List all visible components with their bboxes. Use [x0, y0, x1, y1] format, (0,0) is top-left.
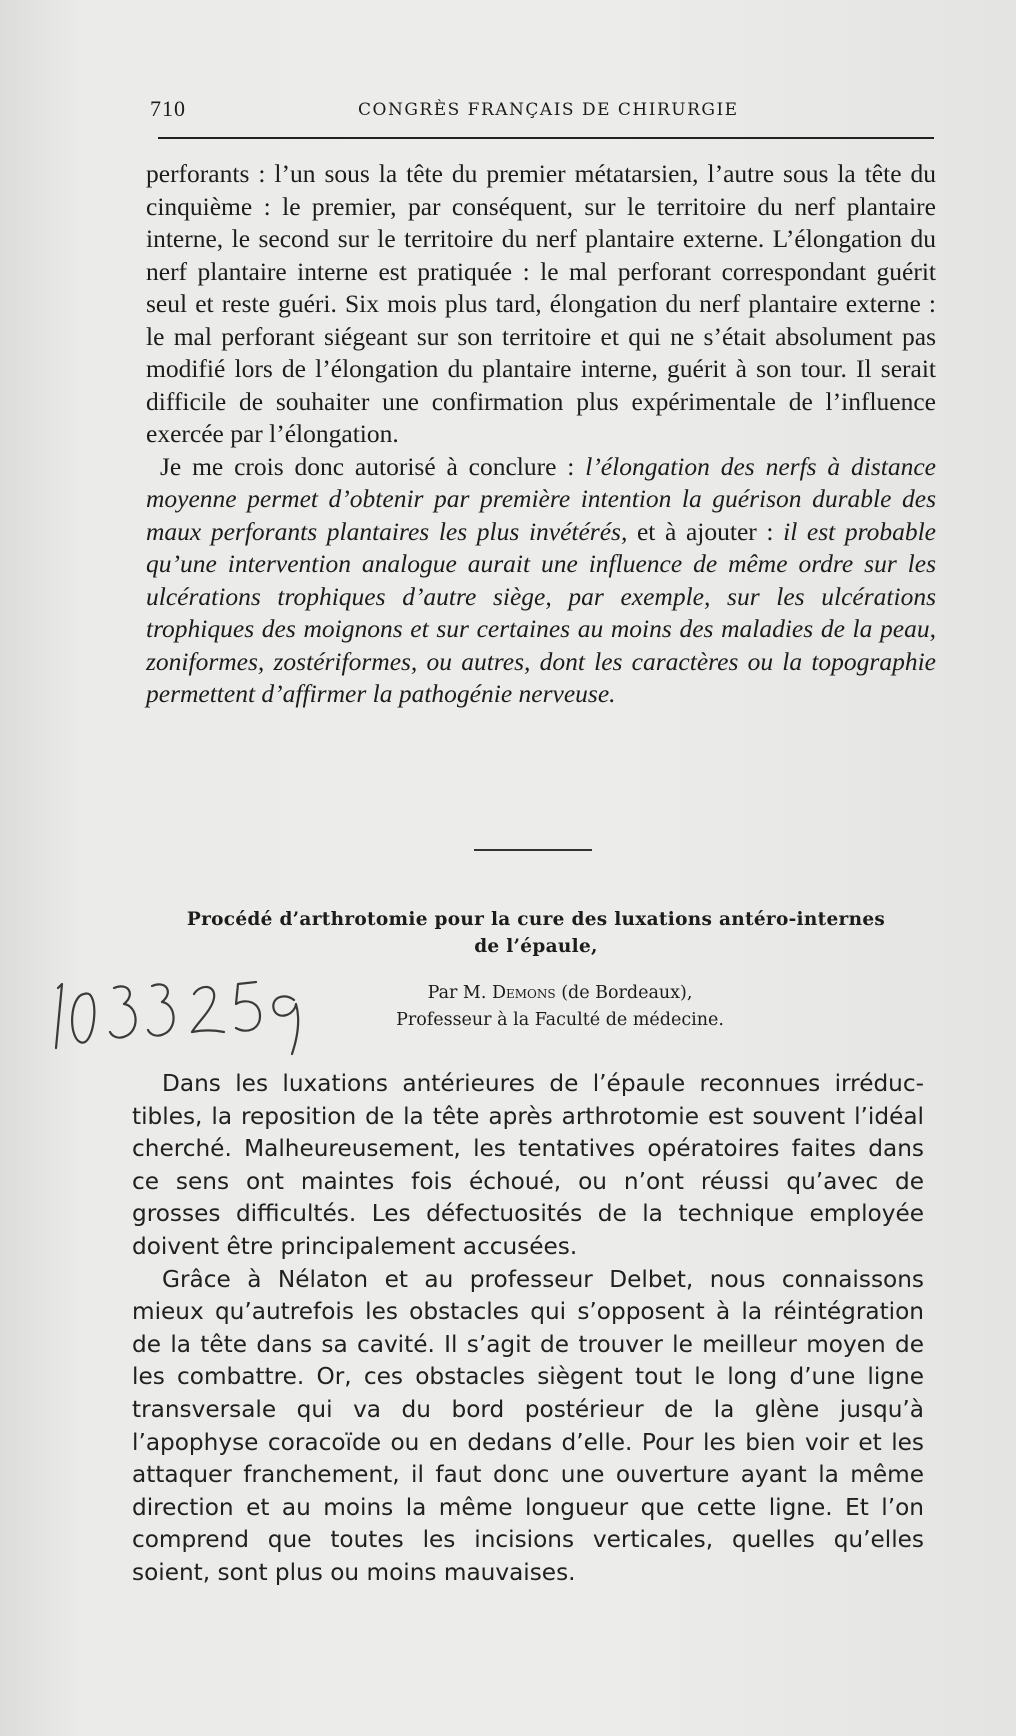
author-title: Professeur à la Faculté de médecine. — [396, 1010, 724, 1030]
running-head: CONGRÈS FRANÇAIS DE CHIRURGIE — [358, 100, 739, 120]
top-text-block — [146, 158, 936, 711]
section-title-line-2: de l’épaule, — [474, 936, 598, 957]
byline — [300, 980, 820, 1034]
author-name: Demons — [491, 983, 556, 1003]
paragraph: Dans les luxations antérieures de l’épaule reconnues irréductibles, la reposition de la tête après arthrotomie est souvent l’idéal cherché. Malheureusement, les tentatives opératoires faites dans ce sens ont maintes fois échoué, ou n’ont réussi qu’avec de grosses difficultés. Les défectuosités de la technique employée doivent être principalement accusées. — [132, 1070, 924, 1260]
section-separator — [474, 849, 592, 851]
conclusion-italic-1: l’élongation des nerfs à distance moyenne permet d’obtenir par première intention la guérison durable des maux perforants plantaires les plus invétérés, — [146, 451, 936, 546]
page-number: 710 — [150, 96, 186, 121]
handwritten-catalog-number — [48, 960, 318, 1060]
conclusion-mid: et à ajouter : — [627, 516, 784, 546]
header-rule — [158, 137, 934, 139]
author-line: Par M. Demons (de Bordeaux), — [427, 983, 693, 1003]
conclusion-paragraph — [146, 451, 936, 711]
conclusion-lead: Je me crois donc autorisé à conclure : — [160, 451, 586, 481]
conclusion-italic-2: il est probable qu’une intervention analogue aurait une influence de même ordre sur les ulcérations trophiques d’autre siège, par exemple, sur les ulcérations trophiques des moignons et sur certaines au moins des maladies de la peau, zoniformes, zostériformes, ou autres, dont les caractères ou la topographie permettent d’affirmer la pathogénie nerveuse. — [146, 516, 936, 708]
paragraph: Grâce à Nélaton et au professeur Delbet, nous connaissons mieux qu’autrefois les obstacles qui s’opposent à la réintégration de la tête dans sa cavité. Il s’agit de trouver le meilleur moyen de les combattre. Or, ces obstacles siègent tout le long d’une ligne transversale qui va du bord postérieur de la glène jusqu’à l’apophyse coracoïde ou en dedans d’elle. Pour les bien voir et les attaquer franchement, il faut donc une ouverture ayant la même direction et au moins la même longueur que cette ligne. Et l’on comprend que toutes les incisions verticales, quelles qu’elles soient, sont plus ou moins mauvaises. — [132, 1265, 924, 1586]
section-title-line-1: Procédé d’arthrotomie pour la cure des luxations antéro-internes — [186, 909, 886, 930]
paragraph: perforants : l’un sous la tête du premier métatarsien, l’autre sous la tête du cinquième : le premier, par conséquent, sur le territoire du nerf plantaire interne, le second sur le territoire du nerf plantaire externe. L’élongation du nerf plantaire interne est pratiquée : le mal perforant correspondant guérit seul et reste guéri. Six mois plus tard, élongation du nerf plantaire externe : le mal perforant siégeant sur son territoire et qui ne s’était absolument pas modifié lors de l’élongation du plantaire interne, guérit à son tour. Il serait difficile de souhaiter une confirmation plus expérimentale de l’influence exercée par l’élongation. — [146, 159, 936, 448]
page-header — [150, 96, 935, 126]
section-title — [136, 906, 936, 960]
bottom-text-block — [132, 1068, 924, 1590]
